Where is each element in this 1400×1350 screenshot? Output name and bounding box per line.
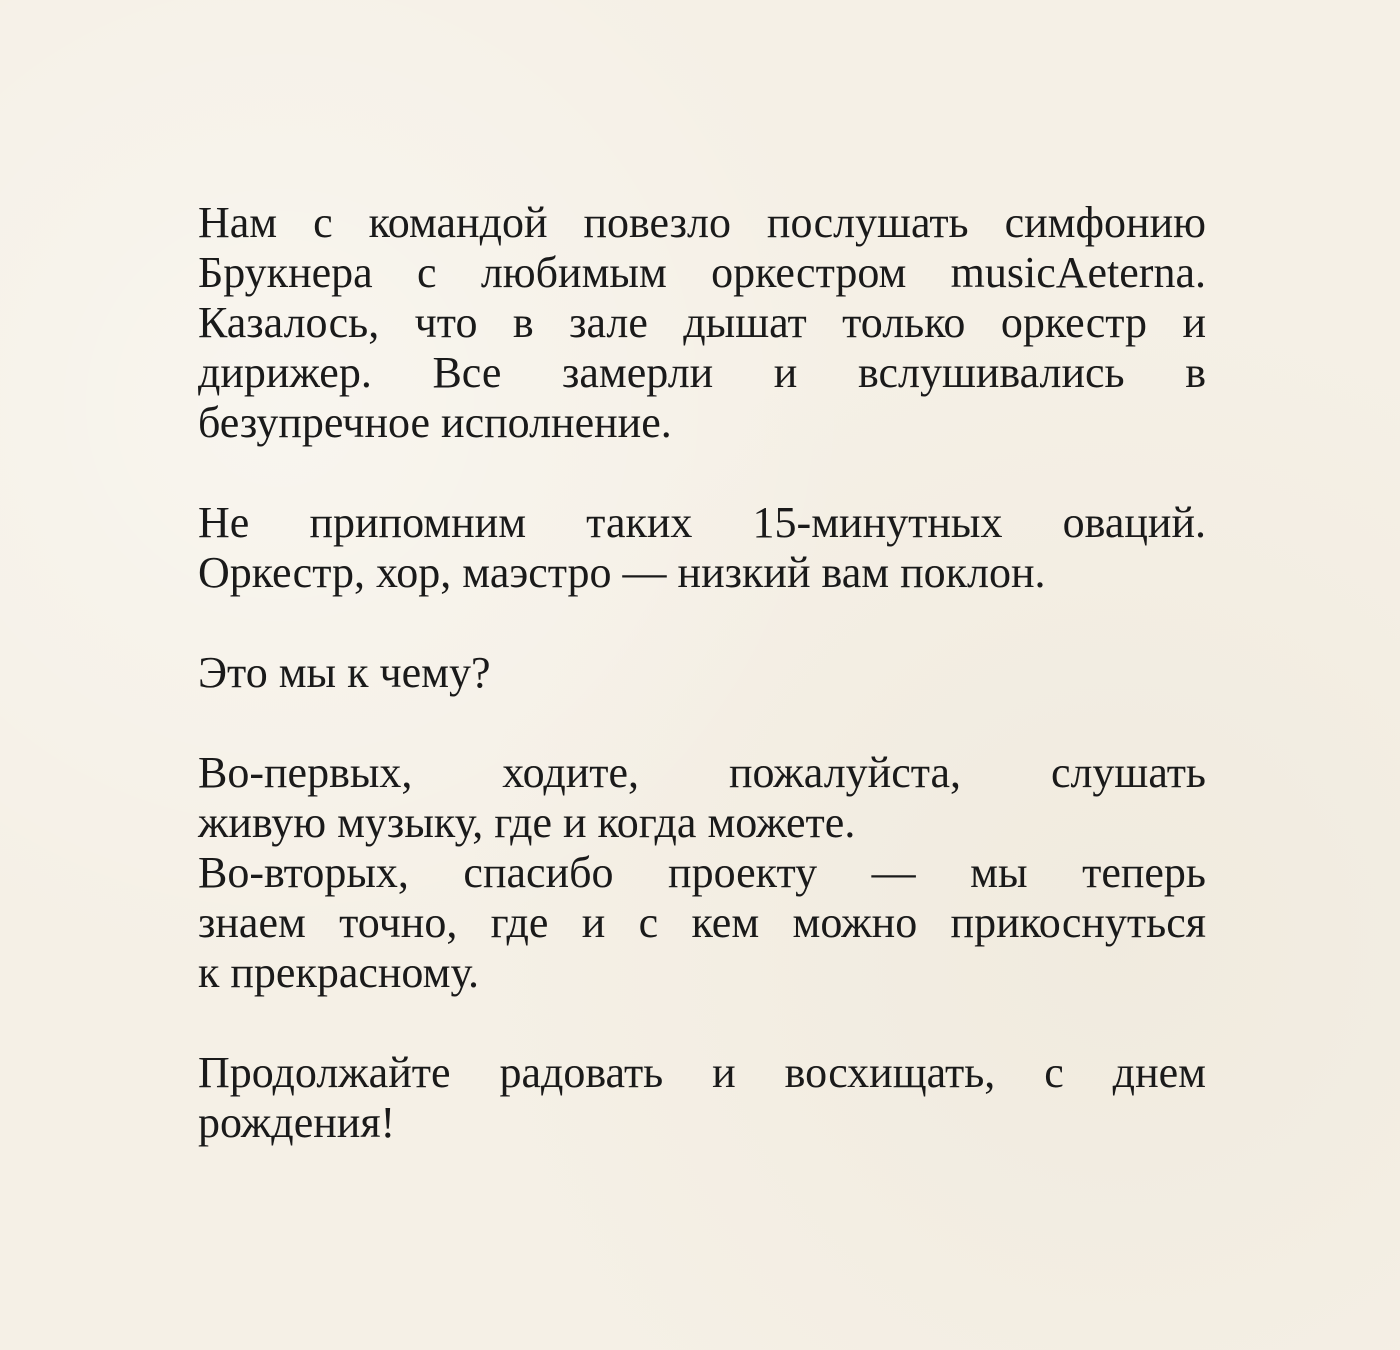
text-line: Во-вторых, спасибо проекту — мы теперь: [198, 848, 1206, 897]
paragraph-question: [198, 648, 1206, 698]
text-line: безупречное исполнение.: [198, 398, 672, 447]
text-line: Во-первых, ходите, пожалуйста, слушать: [198, 748, 1206, 797]
text-line: дирижер. Все замерли и вслушивались в: [198, 348, 1206, 397]
text-line: Не припомним таких 15-минутных оваций.: [198, 498, 1206, 547]
text-line: Брукнера с любимым оркестром musicAeterna.: [198, 248, 1206, 297]
text-line: живую музыку, где и когда можете.: [198, 798, 856, 847]
text-line: Нам с командой повезло послушать симфонию: [198, 198, 1206, 247]
paragraph-gap: [198, 448, 1206, 498]
paragraph-gap: [198, 698, 1206, 748]
paragraph-gap: [198, 998, 1206, 1048]
paragraph-ovations: [198, 498, 1206, 598]
paragraph-gap: [198, 598, 1206, 648]
paragraph-reasons: [198, 748, 1206, 998]
text-line: Продолжайте радовать и восхищать, с днем: [198, 1048, 1206, 1097]
text-line: Казалось, что в зале дышат только оркестр и: [198, 298, 1206, 347]
letter-text-block: [198, 198, 1206, 1148]
text-line: знаем точно, где и с кем можно прикоснуться: [198, 898, 1206, 947]
text-line: к прекрасному.: [198, 948, 480, 997]
text-line: Это мы к чему?: [198, 648, 491, 697]
text-line: рождения!: [198, 1098, 396, 1147]
paragraph-concert: [198, 198, 1206, 448]
text-line: Оркестр, хор, маэстро — низкий вам поклон.: [198, 548, 1046, 597]
paragraph-birthday: [198, 1048, 1206, 1148]
